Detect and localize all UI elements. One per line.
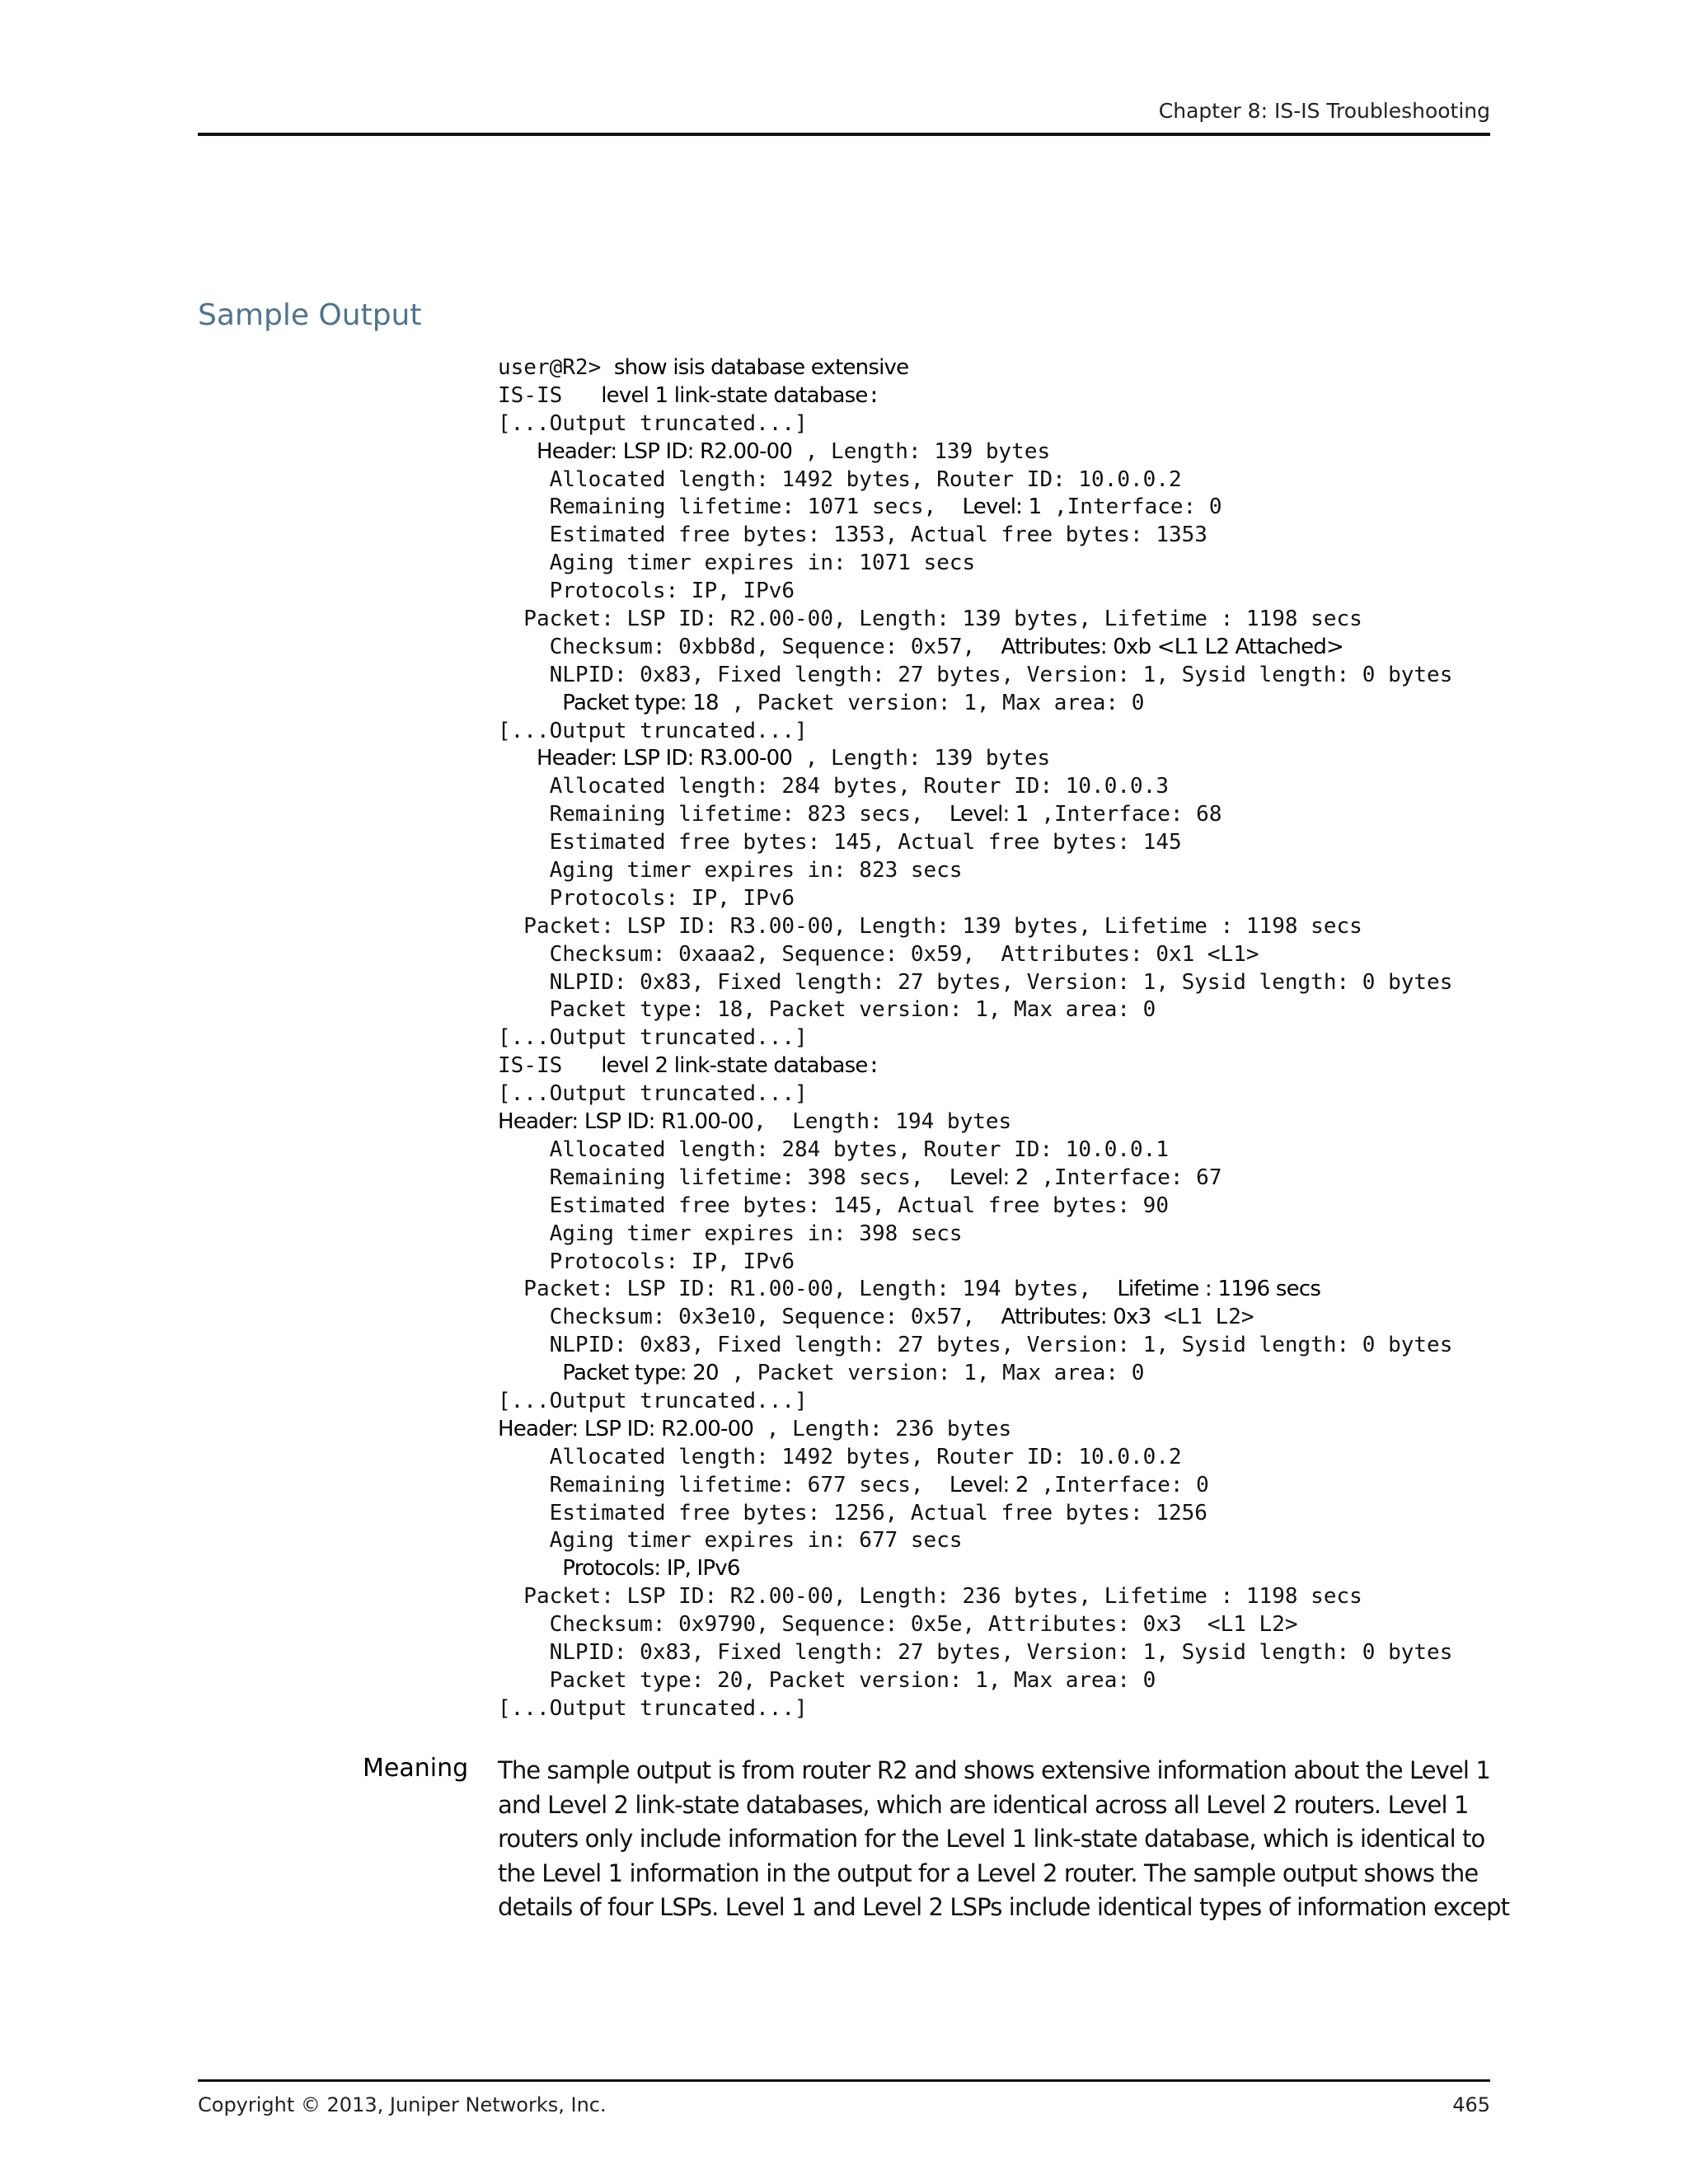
code-line: [498, 466, 1487, 494]
code-text: , Packet version: 1, Max area: 0: [718, 690, 1145, 715]
meaning-line: and Level 2 link-state databases, which are identical across all Level 2 routers. Level 1: [498, 1790, 1469, 1819]
code-line: [498, 1611, 1487, 1639]
code-text: Remaining lifetime: 398 secs,: [498, 1165, 950, 1190]
code-line: [498, 606, 1487, 634]
code-line: [498, 1080, 1487, 1108]
code-emphasis: Protocols: IP, IPv6: [562, 1556, 740, 1582]
code-text: Aging timer expires in: 677 secs: [498, 1528, 963, 1554]
code-emphasis: Level: 1: [962, 494, 1042, 520]
page-number: 465: [1452, 2093, 1490, 2116]
meaning-line: the Level 1 information in the output for a Level 2 router. The sample output shows the: [498, 1858, 1479, 1887]
code-line: [498, 578, 1487, 606]
code-text: [498, 691, 562, 715]
code-emphasis: level 2 link-state database: [601, 1053, 868, 1079]
code-text: Remaining lifetime: 1071 secs,: [498, 494, 963, 520]
code-text: [498, 746, 537, 771]
code-line: [498, 1276, 1487, 1304]
code-text: Packet: LSP ID: R2.00-00, Length: 236 bytes, Lifetime : 1198 secs: [498, 1584, 1362, 1610]
code-text: IS-IS: [498, 1053, 602, 1079]
code-line: [498, 354, 1487, 382]
code-line: [498, 1024, 1487, 1052]
code-text: NLPID: 0x83, Fixed length: 27 bytes, Version: 1, Sysid length: 0 bytes: [498, 662, 1453, 687]
code-line: [498, 1221, 1487, 1249]
code-text: Estimated free bytes: 145, Actual free bytes: 145: [498, 830, 1182, 855]
code-emphasis: Header: LSP ID: R3.00-00: [536, 746, 793, 771]
code-text: Protocols: IP, IPv6: [498, 885, 795, 911]
code-text: Packet: LSP ID: R3.00-00, Length: 139 bytes, Lifetime : 1198 secs: [498, 913, 1362, 939]
code-text: [498, 439, 537, 464]
code-line: [498, 857, 1487, 885]
code-text: , Length: 139 bytes: [792, 746, 1051, 771]
code-text: Aging timer expires in: 398 secs: [498, 1221, 963, 1246]
code-text: NLPID: 0x83, Fixed length: 27 bytes, Version: 1, Sysid length: 0 bytes: [498, 1639, 1453, 1665]
code-text: Checksum: 0xbb8d, Sequence: 0x57,: [498, 634, 1001, 659]
code-emphasis: Attributes: 0x3: [1001, 1305, 1151, 1330]
code-line: [498, 1639, 1487, 1667]
code-emphasis: Lifetime : 1196 secs: [1117, 1277, 1321, 1302]
code-text: Packet: LSP ID: R1.00-00, Length: 194 bytes,: [498, 1277, 1118, 1302]
code-text: Estimated free bytes: 1353, Actual free bytes: 1353: [498, 523, 1207, 548]
code-emphasis: Header: LSP ID: R1.00-00: [498, 1109, 754, 1135]
code-text: [498, 1556, 562, 1581]
code-line: [498, 1500, 1487, 1528]
code-emphasis: Attributes: 0xb <L1 L2 Attached>: [1001, 634, 1344, 659]
code-text: [...Output truncated...]: [498, 1695, 808, 1721]
code-line: [498, 494, 1487, 522]
code-line: [498, 1052, 1487, 1080]
code-text: , Packet version: 1, Max area: 0: [718, 1361, 1145, 1386]
code-line: [498, 382, 1487, 410]
code-text: Checksum: 0x9790, Sequence: 0x5e, Attributes: 0x3 <L1 L2>: [498, 1612, 1298, 1638]
code-text: Estimated free bytes: 145, Actual free bytes: 90: [498, 1193, 1169, 1218]
code-line: [498, 1695, 1487, 1723]
code-text: [...Output truncated...]: [498, 410, 808, 436]
code-line: [498, 745, 1487, 773]
code-line: [498, 1388, 1487, 1416]
code-text: Protocols: IP, IPv6: [498, 1249, 795, 1274]
code-text: Remaining lifetime: 823 secs,: [498, 802, 950, 827]
code-line: [498, 1444, 1487, 1472]
header-rule: [198, 133, 1490, 136]
code-text: , Length: 194 bytes: [753, 1109, 1012, 1135]
code-line: [498, 1304, 1487, 1332]
running-header: Chapter 8: IS-IS Troubleshooting: [1158, 99, 1490, 123]
code-line: [498, 634, 1487, 662]
code-text: Allocated length: 1492 bytes, Router ID: 10.0.0.2: [498, 466, 1182, 492]
code-line: [498, 913, 1487, 941]
code-text: , Length: 139 bytes: [792, 438, 1051, 464]
code-emphasis: Packet type: 20: [562, 1361, 719, 1386]
code-text: , Length: 236 bytes: [753, 1416, 1012, 1441]
code-line: [498, 1108, 1487, 1137]
code-line: [498, 941, 1487, 969]
code-text: ,Interface: 0: [1028, 1472, 1209, 1497]
code-line: [498, 885, 1487, 913]
code-text: Checksum: 0xaaa2, Sequence: 0x59, Attributes: 0x1 <L1>: [498, 941, 1259, 967]
code-line: [498, 1360, 1487, 1388]
code-emphasis: Header: LSP ID: R2.00-00: [536, 438, 793, 464]
code-text: NLPID: 0x83, Fixed length: 27 bytes, Version: 1, Sysid length: 0 bytes: [498, 969, 1453, 995]
meaning-label: Meaning: [363, 1754, 469, 1783]
code-line: [498, 996, 1487, 1024]
code-emphasis: Header: LSP ID: R2.00-00: [498, 1416, 754, 1441]
code-text: [...Output truncated...]: [498, 1081, 808, 1107]
code-text: ,Interface: 0: [1041, 494, 1222, 520]
code-emphasis: Level: 1: [949, 802, 1029, 827]
code-text: [...Output truncated...]: [498, 1025, 808, 1051]
code-text: Allocated length: 284 bytes, Router ID: 10.0.0.1: [498, 1137, 1169, 1162]
code-text: Checksum: 0x3e10, Sequence: 0x57,: [498, 1305, 1001, 1330]
code-line: [498, 522, 1487, 550]
code-line: [498, 1249, 1487, 1277]
code-text: Protocols: IP, IPv6: [498, 579, 795, 604]
code-line: [498, 1193, 1487, 1221]
section-heading: Sample Output: [198, 298, 422, 332]
code-text: Aging timer expires in: 1071 secs: [498, 551, 976, 576]
code-line: [498, 1472, 1487, 1500]
code-line: [498, 718, 1487, 746]
code-text: [...Output truncated...]: [498, 718, 808, 743]
code-text: Packet type: 20, Packet version: 1, Max area: 0: [498, 1667, 1156, 1693]
code-line: [498, 690, 1487, 718]
code-line: [498, 1137, 1487, 1165]
code-text: Allocated length: 1492 bytes, Router ID: 10.0.0.2: [498, 1444, 1182, 1469]
meaning-line: The sample output is from router R2 and shows extensive information about the Level 1: [498, 1756, 1490, 1784]
code-line: [498, 1555, 1487, 1583]
code-emphasis: show isis database extensive: [613, 355, 909, 380]
code-text: :: [867, 382, 881, 408]
code-text: Aging timer expires in: 823 secs: [498, 858, 963, 883]
code-emphasis: level 1 link-state database: [601, 382, 868, 408]
code-line: [498, 1667, 1487, 1695]
code-text: user@R2>: [498, 355, 614, 380]
code-text: IS-IS: [498, 382, 602, 408]
code-text: ,Interface: 68: [1028, 802, 1222, 827]
code-line: [498, 410, 1487, 438]
code-line: [498, 438, 1487, 466]
code-line: [498, 1165, 1487, 1193]
code-text: Remaining lifetime: 677 secs,: [498, 1472, 950, 1497]
code-text: Estimated free bytes: 1256, Actual free bytes: 1256: [498, 1500, 1207, 1526]
code-line: [498, 1332, 1487, 1360]
meaning-line: details of four LSPs. Level 1 and Level 2 LSPs include identical types of information except: [498, 1893, 1510, 1921]
code-text: [...Output truncated...]: [498, 1388, 808, 1413]
code-text: [498, 1361, 562, 1385]
code-emphasis: Packet type: 18: [562, 690, 719, 715]
code-text: Packet: LSP ID: R2.00-00, Length: 139 bytes, Lifetime : 1198 secs: [498, 607, 1362, 632]
code-line: [498, 550, 1487, 578]
footer-rule: [198, 2079, 1490, 2082]
footer-copyright: Copyright © 2013, Juniper Networks, Inc.: [198, 2093, 607, 2116]
code-text: NLPID: 0x83, Fixed length: 27 bytes, Version: 1, Sysid length: 0 bytes: [498, 1333, 1453, 1358]
code-text: <L1 L2>: [1151, 1305, 1254, 1330]
code-emphasis: Level: 2: [949, 1165, 1029, 1190]
code-line: [498, 662, 1487, 690]
code-line: [498, 773, 1487, 801]
meaning-paragraph: [498, 1754, 1510, 1925]
meaning-line: routers only include information for the Level 1 link-state database, which is identical to: [498, 1825, 1485, 1853]
code-emphasis: Level: 2: [949, 1472, 1029, 1497]
code-line: [498, 829, 1487, 857]
code-line: [498, 1416, 1487, 1444]
code-text: Allocated length: 284 bytes, Router ID: 10.0.0.3: [498, 774, 1169, 799]
code-text: Packet type: 18, Packet version: 1, Max area: 0: [498, 997, 1156, 1023]
code-line: [498, 801, 1487, 829]
code-text: ,Interface: 67: [1028, 1165, 1222, 1190]
code-line: [498, 1527, 1487, 1555]
cli-output-block: [498, 354, 1487, 1723]
code-text: :: [867, 1053, 881, 1079]
code-line: [498, 969, 1487, 997]
code-line: [498, 1583, 1487, 1611]
